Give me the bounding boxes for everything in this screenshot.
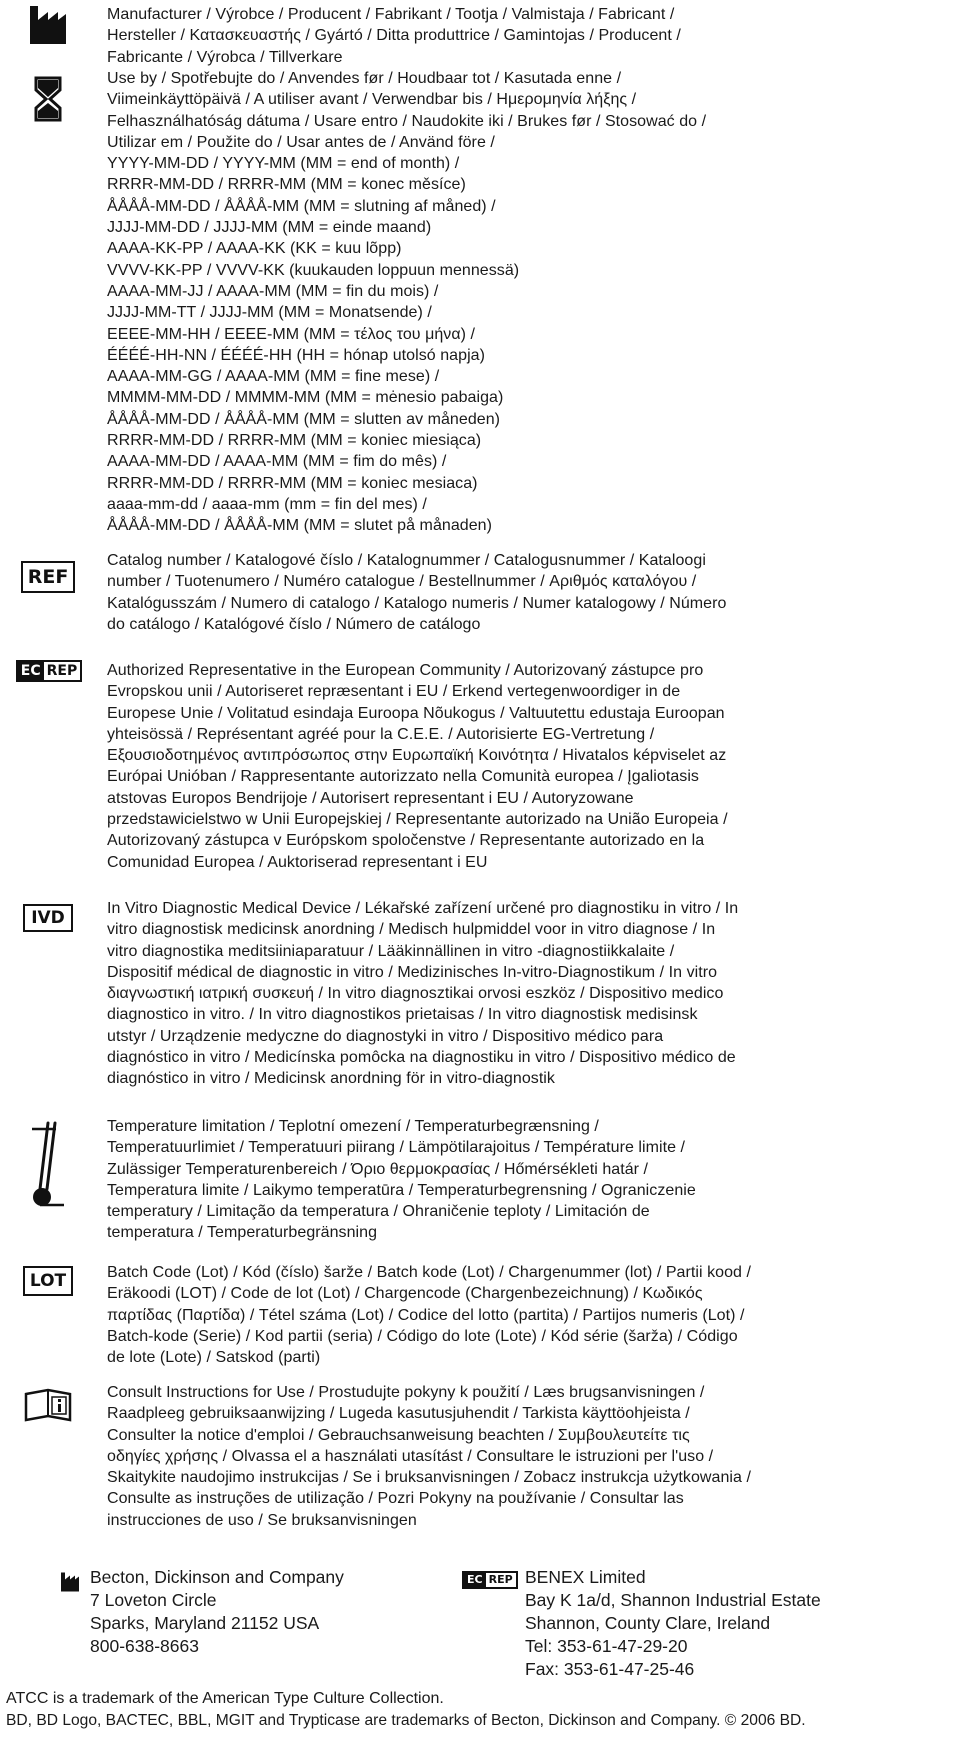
text-line: Authorized Representative in the European Community / Autorizovaný zástupce pro	[107, 662, 704, 679]
text-line: Temperature limitation / Teplotní omezení / Temperaturbegrænsning /	[107, 1118, 599, 1135]
text-line: YYYY-MM-DD / YYYY-MM (MM = end of month) /	[107, 155, 460, 173]
text-line: Dispositif médical de diagnostic in vitro / Medizinisches In-vitro-Diagnostikum / In vitro	[107, 963, 718, 981]
text-line: RRRR-MM-DD / RRRR-MM (MM = koniec miesiąca)	[107, 432, 482, 450]
footer-ec-rep-symbol	[462, 1570, 518, 1589]
ref-icon: REF	[21, 561, 75, 593]
ec-label: EC	[18, 662, 44, 680]
thermometer-icon	[26, 1117, 70, 1217]
text-line: Utilizar em / Použite do / Usar antes de / Använd före /	[107, 133, 495, 151]
text-line: Consult Instructions for Use / Prostudujte pokyny k použití / Læs brugsanvisningen /	[107, 1384, 705, 1401]
text-line: de lote (Lote) / Satskod (parti)	[107, 1349, 321, 1367]
address-line: Sparks, Maryland 21152 USA	[90, 1613, 320, 1633]
ec-rep-symbol	[14, 660, 84, 682]
text-line: AAAA-MM-JJ / AAAA-MM (MM = fin du mois) /	[107, 282, 439, 300]
text-line: Temperatura limite / Laikymo temperatūra / Temperaturbegrensning / Ograniczenie	[107, 1181, 696, 1199]
text-line: Zulässiger Temperaturenbereich / Όριο θερμοκρασίας / Hőmérsékleti határ /	[107, 1160, 649, 1178]
factory-icon	[28, 2, 68, 44]
address-line: Tel: 353-61-47-29-20	[525, 1636, 688, 1656]
rep-label: REP	[488, 1573, 513, 1586]
text-line: Consulter la notice d'emploi / Gebrauchsanweisung beachten / Συμβουλευτείτε τις	[107, 1426, 690, 1444]
ifu-symbol	[20, 1388, 76, 1422]
text-line: aaaa-mm-dd / aaaa-mm (mm = fin del mes) /	[107, 495, 427, 513]
text-line: ÅÅÅÅ-MM-DD / ÅÅÅÅ-MM (MM = slutning af måned) /	[107, 197, 496, 215]
text-line: diagnóstico in vitro / Medicínska pomôcka na diagnostiku in vitro / Dispositivo médico de	[107, 1049, 736, 1067]
text-line: AAAA-MM-DD / AAAA-MM (MM = fim do mês) /	[107, 453, 447, 471]
text-line: AAAA-MM-GG / AAAA-MM (MM = fine mese) /	[107, 368, 440, 386]
text-line: Evropskou unii / Autoriseret repræsentant i EU / Erkend vertegenwoordiger in de	[107, 683, 681, 701]
text-line: Raadpleeg gebruiksaanwijzing / Lugeda kasutusjuhendit / Tarkista käyttöohjeista /	[107, 1405, 690, 1423]
text-line: Consulte as instruções de utilização / Pozri Pokyny na používanie / Consultar las	[107, 1490, 684, 1508]
text-line: yhteisössä / Représentant agréé pour la C.E.E. / Autorisierte EG-Vertretung /	[107, 725, 655, 743]
manufacturer-symbol	[20, 2, 76, 44]
text-line: MMMM-MM-DD / MMMM-MM (MM = mėnesio pabaiga)	[107, 389, 504, 407]
text-line: Manufacturer / Výrobce / Producent / Fabrikant / Tootja / Valmistaja / Fabricant /	[107, 6, 675, 23]
text-line: number / Tuotenumero / Numéro catalogue / Bestellnummer / Αριθμός καταλόγου /	[107, 573, 697, 591]
address-line: BENEX Limited	[525, 1567, 646, 1587]
text-line: ÅÅÅÅ-MM-DD / ÅÅÅÅ-MM (MM = slutet på månaden)	[107, 517, 493, 535]
lot-icon: LOT	[23, 1266, 73, 1296]
text-line: temperatura / Temperaturbegränsning	[107, 1224, 378, 1242]
address-line: Becton, Dickinson and Company	[90, 1567, 344, 1587]
book-info-icon	[23, 1388, 73, 1422]
trademark-notice-atcc: ATCC is a trademark of the American Type Culture Collection.	[6, 1690, 444, 1707]
text-line: VVVV-KK-PP / VVVV-KK (kuukauden loppuun mennessä)	[107, 261, 520, 279]
ifu-text	[107, 1382, 952, 1531]
text-line: EEEE-MM-HH / EEEE-MM (MM = τέλος του μήνα) /	[107, 325, 476, 343]
address-line: Shannon, County Clare, Ireland	[525, 1613, 771, 1633]
text-line: διαγνωστική ιατρική συσκευή / In vitro diagnosztikai orvosi eszköz / Dispositivo medico	[107, 985, 724, 1003]
text-line: ÉÉÉÉ-HH-NN / ÉÉÉÉ-HH (HH = hónap utolsó napja)	[107, 346, 485, 364]
footer-manufacturer-symbol	[60, 1570, 80, 1597]
lot-symbol	[20, 1266, 76, 1296]
text-line: instrucciones de uso / Se bruksanvisningen	[107, 1511, 417, 1529]
catalog-text	[107, 550, 952, 635]
rep-label: REP	[46, 663, 78, 679]
text-line: temperatury / Limitação da temperatura / Ohraničenie teploty / Limitación de	[107, 1203, 650, 1221]
text-line: Autorizovaný zástupca v Európskom spoločenstve / Representante autorizado en la	[107, 832, 705, 850]
text-line: vitro diagnostisk medicinsk anordning / Medisch hulpmiddel voor in vitro diagnose / In	[107, 921, 716, 939]
text-line: diagnostico in vitro. / In vitro diagnostikos prietaisas / In vitro diagnostisk medisinsk	[107, 1006, 698, 1024]
ivd-text	[107, 898, 952, 1090]
ivd-symbol	[20, 904, 76, 932]
trademark-notice-bd: BD, BD Logo, BACTEC, BBL, MGIT and Trypticase are trademarks of Becton, Dickinson and Company. © 2006 BD.	[6, 1712, 806, 1729]
text-line: RRRR-MM-DD / RRRR-MM (MM = koniec mesiaca)	[107, 474, 478, 492]
ivd-icon: IVD	[23, 904, 73, 932]
text-line: Εξουσιοδοτημένος αντιπρόσωπος στην Ευρωπαϊκή Κοινότητα / Hivatalos képviselet az	[107, 747, 727, 765]
text-line: Comunidad Europea / Auktoriserad representant i EU	[107, 853, 488, 871]
manufacturer-address	[90, 1566, 344, 1658]
text-line: JJJJ-MM-TT / JJJJ-MM (MM = Monatsende) /	[107, 304, 432, 322]
ec-label: EC	[464, 1573, 486, 1587]
text-line: Use by / Spotřebujte do / Anvendes før / Houdbaar tot / Kasutada enne /	[107, 70, 622, 87]
lot-text	[107, 1262, 952, 1368]
text-line: Batch Code (Lot) / Kód (číslo) šarže / Batch kode (Lot) / Chargenummer (lot) / Partii kood /	[107, 1264, 751, 1281]
address-line: 7 Loveton Circle	[90, 1590, 217, 1610]
manufacturer-text	[107, 4, 952, 68]
text-line: do catálogo / Katalógové číslo / Número de catálogo	[107, 615, 481, 633]
text-line: Eräkoodi (LOT) / Code de lot (Lot) / Chargencode (Chargenbezeichnung) / Κωδικός	[107, 1285, 703, 1303]
text-line: RRRR-MM-DD / RRRR-MM (MM = konec měsíce)	[107, 176, 466, 194]
text-line: diagnóstico in vitro / Medicinsk anordning för in vitro-diagnostik	[107, 1070, 555, 1088]
use-by-text	[107, 68, 952, 537]
text-line: Catalog number / Katalogové číslo / Katalognummer / Catalogusnummer / Kataloogi	[107, 552, 706, 569]
text-line: Felhasználhatóság dátuma / Usare entro / Naudokite iki / Brukes før / Stosować do /	[107, 112, 707, 130]
text-line: Europese Unie / Volitatud esindaja Euroopa Nõukogus / Valtuutettu edustaja Euroopan	[107, 704, 725, 722]
text-line: Skaitykite naudojimo instrukcijas / Se i bruksanvisningen / Zobacz instrukcja użytkowania /	[107, 1469, 751, 1487]
text-line: AAAA-KK-PP / AAAA-KK (KK = kuu lõpp)	[107, 240, 402, 258]
text-line: przedstawicielstwo w Unii Europejskiej / Representante autorizado na União Europeia /	[107, 811, 728, 829]
ec-rep-icon	[462, 1571, 518, 1589]
text-line: Katalógusszám / Numero di catalogo / Katalogo numeris / Numer katalogowy / Número	[107, 594, 727, 612]
text-line: utstyr / Urządzenie medyczne do diagnostyki in vitro / Dispositivo médico para	[107, 1027, 664, 1045]
rep-address	[525, 1566, 821, 1681]
text-line: In Vitro Diagnostic Medical Device / Lékařské zařízení určené pro diagnostiku in vitro / In	[107, 900, 739, 917]
text-line: JJJJ-MM-DD / JJJJ-MM (MM = einde maand)	[107, 219, 432, 237]
temperature-text	[107, 1116, 952, 1244]
text-line: Hersteller / Κατασκευαστής / Gyártó / Ditta produttrice / Gamintojas / Producent /	[107, 27, 681, 45]
text-line: Európai Unióban / Rappresentante autorizzato nella Comunità europea / Įgaliotasis	[107, 768, 699, 786]
hourglass-icon	[34, 76, 62, 122]
text-line: παρτίδας (Παρτίδα) / Tétel száma (Lot) / Codice del lotto (partita) / Partijos numeris (Lot) /	[107, 1306, 745, 1324]
address-line: Bay K 1a/d, Shannon Industrial Estate	[525, 1590, 821, 1610]
text-line: Batch-kode (Serie) / Kod partii (seria) / Código do lote (Lote) / Kód série (šarža) / Código	[107, 1327, 738, 1345]
text-line: Temperatuurlimiet / Temperatuuri piirang / Lämpötilarajoitus / Température limite /	[107, 1139, 686, 1157]
text-line: οδηγίες χρήσης / Olvassa el a használati utasítást / Consultare le istruzioni per l'uso /	[107, 1447, 714, 1465]
text-line: Viimeinkäyttöpäivä / A utiliser avant / Verwendbar bis / Ημερομηνία λήξης /	[107, 91, 637, 109]
text-line: atstovas Europos Bendrijoje / Autorisert representant i EU / Autoryzowane	[107, 789, 634, 807]
factory-icon	[60, 1570, 80, 1592]
address-line: 800-638-8663	[90, 1636, 199, 1656]
text-line: ÅÅÅÅ-MM-DD / ÅÅÅÅ-MM (MM = slutten av måneden)	[107, 410, 501, 428]
address-line: Fax: 353-61-47-25-46	[525, 1659, 695, 1679]
temperature-symbol	[20, 1117, 76, 1217]
text-line: vitro diagnostika meditsiiniaparatuur / Lääkinnällinen in vitro -diagnostiikkalaite /	[107, 942, 675, 960]
text-line: Fabricante / Výrobca / Tillverkare	[107, 48, 343, 66]
ec-rep-icon	[16, 660, 82, 682]
catalog-symbol	[20, 561, 76, 593]
use-by-symbol	[20, 76, 76, 122]
ec-rep-text	[107, 660, 952, 873]
